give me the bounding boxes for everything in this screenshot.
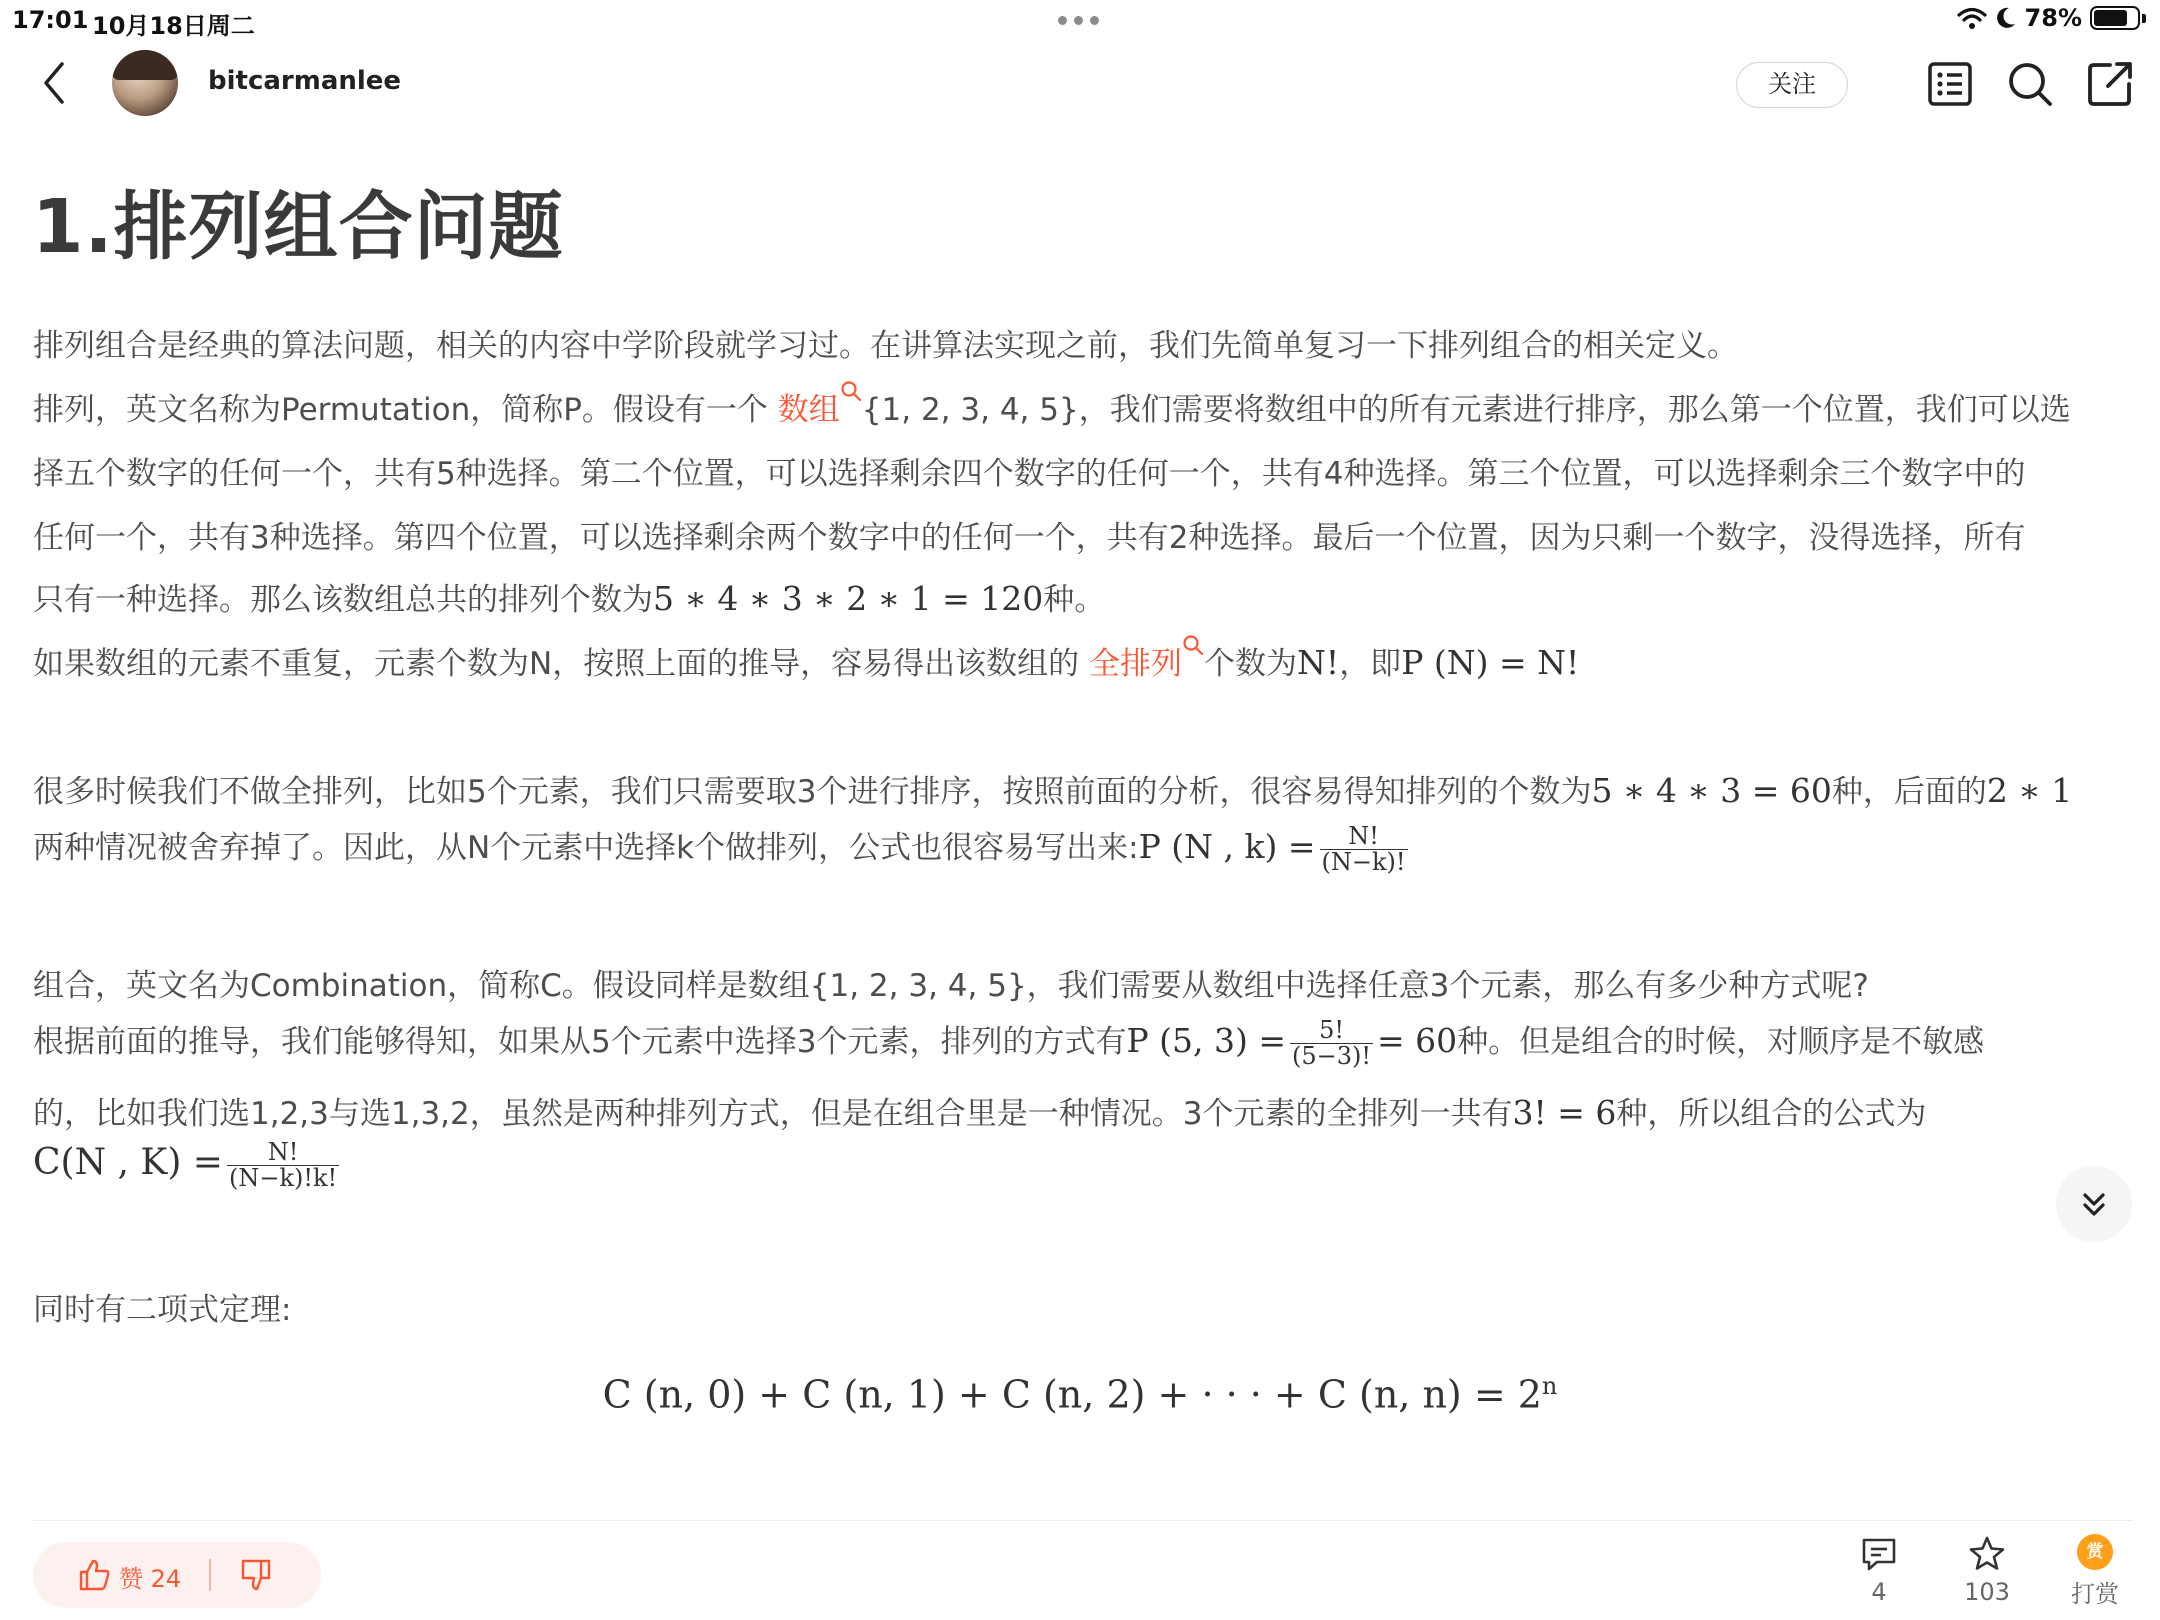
- binomial-formula: C (n, 0) + C (n, 1) + C (n, 2) + · · · + C (n, $n) = 2^n$: [602, 1372, 1558, 1417]
- paragraph-partial-permutation-line1: 很多时候我们不做全排列，比如5个元素，我们只需要取3个进行排序，按照前面的分析，很容易得知排列的个数为5 ∗ 4 ∗ 3 = 60种，后面的2 ∗ 1: [33, 771, 2073, 810]
- follow-button[interactable]: 关注: [1736, 62, 1848, 108]
- favorite-count: 103: [1964, 1578, 2010, 1606]
- reward-coin-icon: 赏: [2077, 1534, 2113, 1570]
- search-link-icon[interactable]: [840, 380, 862, 404]
- back-icon[interactable]: [34, 58, 74, 108]
- math-inline: 5 ∗ 4 ∗ 3 ∗ 2 ∗ 1 = 120: [653, 579, 1044, 618]
- comment-icon: [1859, 1534, 1899, 1574]
- double-chevron-down-icon: [2056, 1166, 2132, 1242]
- paragraph-binomial: 同时有二项式定理:: [33, 1292, 292, 1328]
- paragraph-combination-line3: 的，比如我们选1,2,3与选1,3,2，虽然是两种排列方式，但是在组合里是一种情况。3个元素的全排列一共有3! = 6种，所以组合的公式为: [33, 1093, 1927, 1132]
- fraction: $\frac{5!}{(5-3)!}$: [1292, 1015, 1372, 1070]
- paragraph-full-permutation: 如果数组的元素不重复，元素个数为N，按照上面的推导，容易得出该数组的 全排列 个数为N!，即P (N) = N!: [33, 638, 1579, 683]
- search-link-icon[interactable]: [1182, 634, 1204, 658]
- paragraph-intro: 排列组合是经典的算法问题，相关的内容中学阶段就学习过。在讲算法实现之前，我们先简单复习一下排列组合的相关定义。: [33, 328, 1738, 364]
- reward-label: 打赏: [2071, 1580, 2119, 1608]
- nav-bar: [0, 40, 2160, 130]
- link-array[interactable]: 数组: [777, 392, 840, 428]
- multitask-dots-icon[interactable]: [1058, 16, 1099, 25]
- battery-percent: 78%: [2024, 4, 2082, 32]
- like-dislike-pill: [33, 1542, 321, 1608]
- paragraph-permutation-line3: 任何一个，共有3种选择。第四个位置，可以选择剩余两个数字中的任何一个，共有2种选择。最后一个位置，因为只剩一个数字，没得选择，所有: [33, 520, 2026, 556]
- paragraph-permutation-line2: 择五个数字的任何一个，共有5种选择。第二个位置，可以选择剩余四个数字的任何一个，共有4种选择。第三个位置，可以选择剩余三个数字中的: [33, 456, 2026, 492]
- thumbs-down-icon[interactable]: [239, 1558, 273, 1592]
- share-icon[interactable]: [2086, 60, 2134, 108]
- status-date: 10月18日周二: [92, 12, 255, 40]
- status-time: 17:01: [12, 6, 89, 34]
- article-title: 1.排列组合问题: [32, 184, 564, 270]
- reward-button[interactable]: [2050, 1534, 2140, 1614]
- fraction: $\frac{N!}{(N-k)!}$: [1321, 821, 1406, 876]
- comment-button[interactable]: [1834, 1534, 1924, 1614]
- paragraph-combination-formula: C(N , K) = $\frac{N!}{(N-k)!k!}$: [33, 1138, 338, 1193]
- author-name[interactable]: bitcarmanlee: [208, 66, 402, 96]
- search-icon[interactable]: [2006, 60, 2054, 108]
- link-full-permutation[interactable]: 全排列: [1089, 646, 1183, 682]
- fraction: $\frac{N!}{(N-k)!k!}$: [228, 1138, 338, 1193]
- like-count[interactable]: 赞 24: [119, 1565, 182, 1593]
- paragraph-permutation-line4: 只有一种选择。那么该数组总共的排列个数为5 ∗ 4 ∗ 3 ∗ 2 ∗ 1 = 120种。: [33, 579, 1106, 618]
- table-of-contents-icon[interactable]: [1926, 60, 1974, 108]
- paragraph-combination-line1: 组合，英文名为Combination，简称C。假设同样是数组{1, 2, 3, 4, 5}，我们需要从数组中选择任意3个元素，那么有多少种方式呢?: [33, 968, 1869, 1004]
- paragraph-combination-line2: 根据前面的推导，我们能够得知，如果从5个元素中选择3个元素，排列的方式有P (5, 3) = $\frac{5!}{(5-3)!}$ = 60种。但是组合的时候，对顺序是不敏感: [33, 1015, 1985, 1070]
- expand-button[interactable]: [2056, 1166, 2132, 1242]
- wifi-icon: [1957, 6, 1987, 30]
- status-indicators: [1957, 4, 2146, 32]
- comment-count: 4: [1871, 1578, 1887, 1606]
- divider: [33, 1520, 2133, 1521]
- moon-icon: [1995, 6, 2017, 30]
- paragraph-permutation-line1: 排列，英文名称为Permutation，简称P。假设有一个 数组 {1, 2, 3, 4, 5}，我们需要将数组中的所有元素进行排序，那么第一个位置，我们可以选: [33, 384, 2071, 429]
- paragraph-partial-permutation-line2: 两种情况被舍弃掉了。因此，从N个元素中选择k个做排列，公式也很容易写出来:P (N , k) = $\frac{N!}{(N-k)!}$: [33, 821, 1406, 876]
- avatar[interactable]: [112, 50, 178, 116]
- status-bar: [0, 0, 2160, 40]
- star-icon: [1967, 1534, 2007, 1574]
- battery-icon: [2090, 6, 2140, 30]
- favorite-button[interactable]: [1942, 1534, 2032, 1614]
- thumbs-up-icon[interactable]: [77, 1558, 111, 1592]
